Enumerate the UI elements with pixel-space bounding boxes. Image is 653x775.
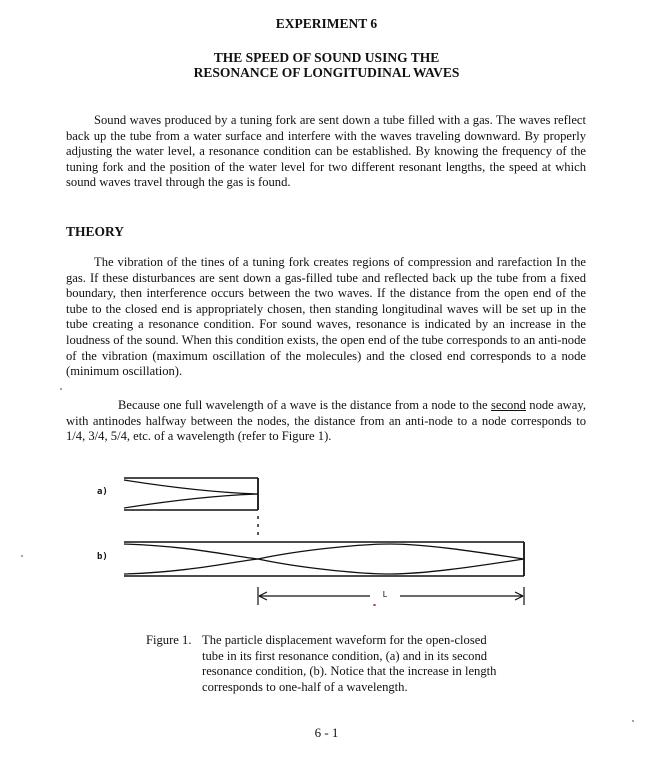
title-line-2: RESONANCE OF LONGITUDINAL WAVES bbox=[193, 65, 460, 80]
intro-paragraph bbox=[66, 113, 586, 191]
theory-paragraph-1 bbox=[66, 255, 586, 380]
tube-resonance-figure bbox=[0, 470, 653, 620]
title-line-1: THE SPEED OF SOUND USING THE bbox=[213, 50, 440, 65]
theory-p2-underlined: second bbox=[490, 398, 526, 412]
tube-a bbox=[124, 478, 258, 510]
theory-p2-before: Because one full wavelength of a wave is the distance from a node to the bbox=[118, 398, 491, 412]
intro-text: Sound waves produced by a tuning fork are sent down a tube filled with a gas. The waves reflect back up the tube from a water surface and interfere with the waves traveling downward. By properly adjusting the water level, a resonance condition can be established. By knowing the frequency of the tuning fork and the position of the water level for two different resonant lengths, the speed at which sound waves travel through the gas is found. bbox=[66, 113, 586, 190]
theory-paragraph-2-text bbox=[66, 398, 586, 445]
theory-heading: THEORY bbox=[66, 224, 125, 239]
tube-a-wave-upper bbox=[124, 480, 258, 494]
caption-first-line bbox=[146, 633, 518, 649]
tube-b bbox=[124, 542, 524, 576]
experiment-label: EXPERIMENT 6 bbox=[275, 16, 378, 31]
theory-paragraph-2 bbox=[66, 398, 586, 445]
scan-speck bbox=[21, 555, 23, 557]
tube-a-wave-lower bbox=[124, 494, 258, 508]
tube-b-wave-upper bbox=[124, 544, 524, 559]
scan-speck bbox=[632, 720, 634, 722]
figure-label-b: b) bbox=[97, 552, 108, 562]
theory-p2-after: node away, with antinodes halfway between the nodes, the distance from an anti-node to a node corresponds to 1/4, 3/4, 5/4, etc. of a wavelength (refer to Figure 1). bbox=[66, 398, 586, 444]
figure-caption bbox=[146, 633, 518, 695]
tube-b-wave-lower bbox=[124, 559, 524, 574]
caption-label: Figure 1. bbox=[146, 633, 192, 647]
length-dimension bbox=[258, 587, 524, 605]
length-label: L bbox=[382, 590, 388, 599]
page-number: 6 - 1 bbox=[314, 725, 339, 740]
caption-line-1: The particle displacement waveform for the open-closed bbox=[202, 633, 487, 647]
scan-speck bbox=[373, 604, 376, 606]
theory-paragraph-1-text: The vibration of the tines of a tuning fork creates regions of compression and rarefaction In the gas. If these disturbances are sent down a gas-filled tube and reflected back up the tube from a fixed boundary, then interference occurs between the two waves. If the distance from the open end of the tube to the closed end is appropriately chosen, then standing longitudinal waves will be set up in the tube creating a resonance condition. For sound waves, resonance is indicated by an increase in the loudness of the sound. When this condition exists, the open end of the tube corresponds to an anti-node of the vibration (maximum oscillation of the molecules) and the closed end corresponds to a node (minimum oscillation). bbox=[66, 255, 586, 379]
caption-rest: tube in its first resonance condition, (a) and in its second resonance condition, (b). Notice that the increase in length corresponds to one-half of a wavelength. bbox=[202, 648, 497, 694]
figure-label-a: a) bbox=[97, 487, 108, 497]
scan-speck bbox=[60, 388, 62, 390]
